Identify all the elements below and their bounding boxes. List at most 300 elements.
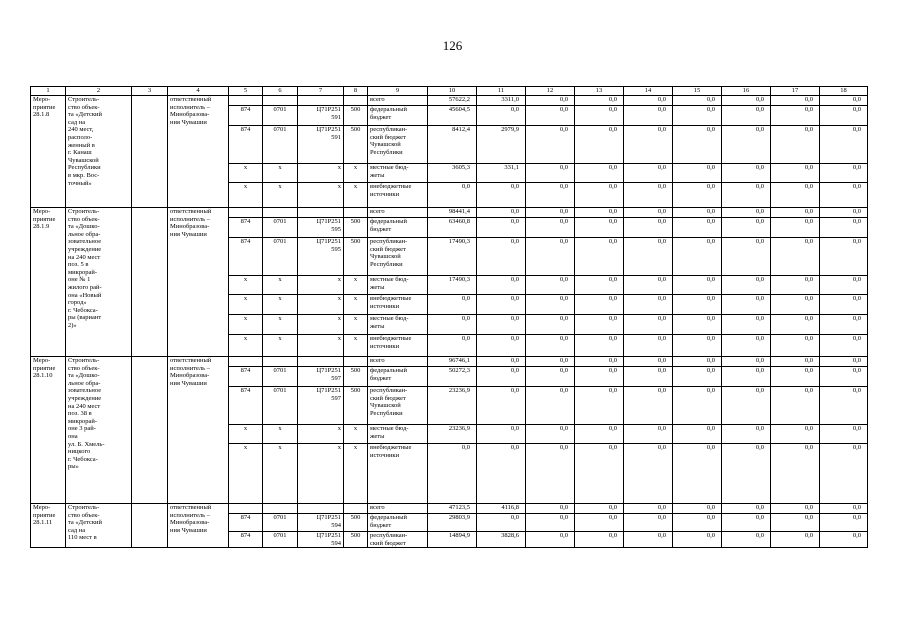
- code-col8-cell: [344, 208, 368, 218]
- value-col13-cell: 0,0: [575, 532, 624, 548]
- value-col10-cell: 63460,8: [428, 218, 477, 238]
- value-col13-cell: 0,0: [575, 335, 624, 357]
- value-col13-cell: 0,0: [575, 295, 624, 315]
- column-header-6: 6: [263, 87, 298, 96]
- value-col18-cell: 0,0: [820, 183, 868, 208]
- value-col15-cell: 0,0: [673, 532, 722, 548]
- code-col6-cell: x: [263, 444, 298, 504]
- value-col16-cell: 0,0: [722, 164, 771, 183]
- executor-cell: ответственный исполнитель – Минобразова- ния Чувашии: [168, 208, 229, 357]
- value-col12-cell: 0,0: [526, 238, 575, 276]
- value-col12-cell: 0,0: [526, 357, 575, 367]
- value-col15-cell: 0,0: [673, 164, 722, 183]
- value-col16-cell: 0,0: [722, 444, 771, 504]
- value-col10-cell: 8412,4: [428, 126, 477, 164]
- value-col12-cell: 0,0: [526, 315, 575, 335]
- column-header-11: 11: [477, 87, 526, 96]
- value-col12-cell: 0,0: [526, 367, 575, 387]
- executor-cell: ответственный исполнитель – Минобразова- ния Чувашии: [168, 96, 229, 208]
- value-col11-cell: 331,1: [477, 164, 526, 183]
- value-col10-cell: 57622,2: [428, 96, 477, 106]
- column-header-13: 13: [575, 87, 624, 96]
- funding-source-cell: всего: [368, 504, 428, 514]
- value-col18-cell: 0,0: [820, 504, 868, 514]
- value-col14-cell: 0,0: [624, 504, 673, 514]
- value-col10-cell: 98441,4: [428, 208, 477, 218]
- value-col16-cell: 0,0: [722, 315, 771, 335]
- value-col13-cell: 0,0: [575, 504, 624, 514]
- code-col5-cell: 874: [229, 532, 263, 548]
- value-col12-cell: 0,0: [526, 183, 575, 208]
- code-col6-cell: [263, 357, 298, 367]
- column-header-7: 7: [298, 87, 344, 96]
- code-col8-cell: x: [344, 444, 368, 504]
- value-col18-cell: 0,0: [820, 276, 868, 295]
- value-col17-cell: 0,0: [771, 357, 820, 367]
- funding-source-cell: внебюджетные источники: [368, 295, 428, 315]
- value-col17-cell: 0,0: [771, 238, 820, 276]
- code-col5-cell: x: [229, 164, 263, 183]
- code-col6-cell: [263, 504, 298, 514]
- value-col18-cell: 0,0: [820, 106, 868, 126]
- budget-table: [30, 86, 868, 548]
- value-col17-cell: 0,0: [771, 425, 820, 444]
- executor-cell: ответственный исполнитель – Минобразова- ния Чувашии: [168, 357, 229, 504]
- code-col7-cell: [298, 96, 344, 106]
- value-col14-cell: 0,0: [624, 126, 673, 164]
- code-col6-cell: 0701: [263, 367, 298, 387]
- code-col5-cell: x: [229, 425, 263, 444]
- value-col11-cell: 0,0: [477, 295, 526, 315]
- value-col14-cell: 0,0: [624, 335, 673, 357]
- value-col11-cell: 0,0: [477, 387, 526, 425]
- value-col11-cell: 0,0: [477, 367, 526, 387]
- value-col18-cell: 0,0: [820, 514, 868, 532]
- value-col11-cell: 0,0: [477, 315, 526, 335]
- code-col8-cell: 500: [344, 532, 368, 548]
- code-col6-cell: 0701: [263, 218, 298, 238]
- code-col5-cell: 874: [229, 387, 263, 425]
- code-col7-cell: x: [298, 315, 344, 335]
- code-col6-cell: [263, 96, 298, 106]
- value-col10-cell: 3605,3: [428, 164, 477, 183]
- value-col18-cell: 0,0: [820, 335, 868, 357]
- value-col18-cell: 0,0: [820, 164, 868, 183]
- value-col12-cell: 0,0: [526, 96, 575, 106]
- code-col7-cell: x: [298, 335, 344, 357]
- code-col6-cell: 0701: [263, 106, 298, 126]
- code-col8-cell: 500: [344, 387, 368, 425]
- value-col13-cell: 0,0: [575, 357, 624, 367]
- code-col7-cell: x: [298, 295, 344, 315]
- value-col10-cell: 0,0: [428, 183, 477, 208]
- value-col16-cell: 0,0: [722, 126, 771, 164]
- code-col7-cell: Ц71Р251 595: [298, 238, 344, 276]
- column-header-17: 17: [771, 87, 820, 96]
- value-col17-cell: 0,0: [771, 444, 820, 504]
- code-col5-cell: [229, 504, 263, 514]
- value-col15-cell: 0,0: [673, 106, 722, 126]
- value-col13-cell: 0,0: [575, 514, 624, 532]
- code-col5-cell: x: [229, 315, 263, 335]
- value-col15-cell: 0,0: [673, 504, 722, 514]
- page-number: 126: [442, 38, 463, 53]
- table-row: [31, 208, 868, 218]
- code-col5-cell: 874: [229, 126, 263, 164]
- value-col13-cell: 0,0: [575, 276, 624, 295]
- value-col13-cell: 0,0: [575, 106, 624, 126]
- value-col12-cell: 0,0: [526, 532, 575, 548]
- value-col10-cell: 45604,5: [428, 106, 477, 126]
- funding-source-cell: всего: [368, 96, 428, 106]
- code-col6-cell: x: [263, 335, 298, 357]
- value-col16-cell: 0,0: [722, 504, 771, 514]
- value-col16-cell: 0,0: [722, 183, 771, 208]
- code-col5-cell: x: [229, 335, 263, 357]
- column-header-9: 9: [368, 87, 428, 96]
- code-col8-cell: x: [344, 295, 368, 315]
- code-col8-cell: [344, 504, 368, 514]
- value-col17-cell: 0,0: [771, 126, 820, 164]
- code-col5-cell: [229, 96, 263, 106]
- value-col15-cell: 0,0: [673, 444, 722, 504]
- code-col6-cell: 0701: [263, 514, 298, 532]
- value-col18-cell: 0,0: [820, 387, 868, 425]
- funding-source-cell: внебюджетные источники: [368, 335, 428, 357]
- value-col14-cell: 0,0: [624, 208, 673, 218]
- funding-source-cell: федеральный бюджет: [368, 367, 428, 387]
- value-col14-cell: 0,0: [624, 357, 673, 367]
- code-col8-cell: x: [344, 315, 368, 335]
- code-col6-cell: x: [263, 295, 298, 315]
- value-col15-cell: 0,0: [673, 425, 722, 444]
- event-cell: Меро- приятие 28.1.11: [31, 504, 66, 548]
- value-col10-cell: 17490,3: [428, 276, 477, 295]
- value-col17-cell: 0,0: [771, 315, 820, 335]
- code-col5-cell: x: [229, 183, 263, 208]
- value-col12-cell: 0,0: [526, 218, 575, 238]
- value-col10-cell: 23236,9: [428, 387, 477, 425]
- code-col7-cell: Ц71Р251 597: [298, 387, 344, 425]
- value-col10-cell: 96746,1: [428, 357, 477, 367]
- value-col17-cell: 0,0: [771, 387, 820, 425]
- value-col18-cell: 0,0: [820, 444, 868, 504]
- funding-source-cell: всего: [368, 208, 428, 218]
- value-col11-cell: 3311,0: [477, 96, 526, 106]
- funding-source-cell: республикан- ский бюджет Чувашской Республики: [368, 126, 428, 164]
- funding-source-cell: республикан- ский бюджет: [368, 532, 428, 548]
- code-col7-cell: x: [298, 276, 344, 295]
- value-col18-cell: 0,0: [820, 367, 868, 387]
- code-col6-cell: x: [263, 425, 298, 444]
- column-header-1: 1: [31, 87, 66, 96]
- value-col17-cell: 0,0: [771, 514, 820, 532]
- funding-source-cell: местные бюд- жеты: [368, 315, 428, 335]
- value-col17-cell: 0,0: [771, 295, 820, 315]
- value-col16-cell: 0,0: [722, 532, 771, 548]
- code-col5-cell: x: [229, 276, 263, 295]
- object-cell: Строитель- ство объек- та «Детский сад на 240 мест, располо- женный в г. Канаш Чувашской Республики в мкр. Вос- точный»: [66, 96, 132, 208]
- value-col15-cell: 0,0: [673, 238, 722, 276]
- value-col15-cell: 0,0: [673, 96, 722, 106]
- code-col5-cell: [229, 357, 263, 367]
- value-col14-cell: 0,0: [624, 295, 673, 315]
- value-col10-cell: 17490,3: [428, 238, 477, 276]
- event-cell: Меро- приятие 28.1.10: [31, 357, 66, 504]
- code-col6-cell: x: [263, 183, 298, 208]
- column-header-18: 18: [820, 87, 868, 96]
- code-col8-cell: x: [344, 335, 368, 357]
- code-col7-cell: Ц71Р251 595: [298, 218, 344, 238]
- value-col11-cell: 0,0: [477, 218, 526, 238]
- value-col11-cell: 0,0: [477, 335, 526, 357]
- object-cell: Строитель- ство объек- та «Дошко- льное обра- зовательное учреждение на 240 мест поз. 5 в микрорай- оне № 1 жилого рай- она «Новый город» г. Чебокса- ры (вариант 2)»: [66, 208, 132, 357]
- value-col17-cell: 0,0: [771, 504, 820, 514]
- value-col16-cell: 0,0: [722, 208, 771, 218]
- code-col5-cell: [229, 208, 263, 218]
- column-header-2: 2: [66, 87, 132, 96]
- value-col11-cell: 0,0: [477, 514, 526, 532]
- value-col18-cell: 0,0: [820, 357, 868, 367]
- code-col6-cell: [263, 208, 298, 218]
- value-col11-cell: 0,0: [477, 183, 526, 208]
- value-col12-cell: 0,0: [526, 276, 575, 295]
- value-col14-cell: 0,0: [624, 532, 673, 548]
- code-col8-cell: x: [344, 425, 368, 444]
- code-col8-cell: 500: [344, 238, 368, 276]
- code-col8-cell: 500: [344, 514, 368, 532]
- value-col13-cell: 0,0: [575, 218, 624, 238]
- code-col7-cell: Ц71Р251 597: [298, 367, 344, 387]
- code-col6-cell: 0701: [263, 126, 298, 164]
- code-col5-cell: x: [229, 444, 263, 504]
- header-row: [31, 87, 868, 96]
- code-col5-cell: 874: [229, 218, 263, 238]
- value-col10-cell: 14894,9: [428, 532, 477, 548]
- code-col7-cell: x: [298, 183, 344, 208]
- funding-source-cell: федеральный бюджет: [368, 218, 428, 238]
- value-col14-cell: 0,0: [624, 387, 673, 425]
- value-col12-cell: 0,0: [526, 425, 575, 444]
- value-col14-cell: 0,0: [624, 315, 673, 335]
- value-col11-cell: 4116,8: [477, 504, 526, 514]
- value-col17-cell: 0,0: [771, 164, 820, 183]
- table-row: [31, 357, 868, 367]
- value-col16-cell: 0,0: [722, 96, 771, 106]
- executor-cell: ответственный исполнитель – Минобразова- ния Чувашии: [168, 504, 229, 548]
- code-col8-cell: 500: [344, 106, 368, 126]
- value-col10-cell: 47123,5: [428, 504, 477, 514]
- value-col18-cell: 0,0: [820, 532, 868, 548]
- value-col12-cell: 0,0: [526, 444, 575, 504]
- code-col5-cell: 874: [229, 367, 263, 387]
- value-col14-cell: 0,0: [624, 96, 673, 106]
- code-col8-cell: x: [344, 276, 368, 295]
- funding-source-cell: всего: [368, 357, 428, 367]
- funding-source-cell: республикан- ский бюджет Чувашской Республики: [368, 238, 428, 276]
- value-col15-cell: 0,0: [673, 208, 722, 218]
- value-col17-cell: 0,0: [771, 183, 820, 208]
- value-col18-cell: 0,0: [820, 208, 868, 218]
- value-col11-cell: 0,0: [477, 106, 526, 126]
- value-col10-cell: 23236,9: [428, 425, 477, 444]
- funding-source-cell: внебюджетные источники: [368, 444, 428, 504]
- column-header-3: 3: [132, 87, 168, 96]
- code-col8-cell: x: [344, 183, 368, 208]
- value-col13-cell: 0,0: [575, 387, 624, 425]
- value-col14-cell: 0,0: [624, 514, 673, 532]
- value-col10-cell: 0,0: [428, 335, 477, 357]
- value-col13-cell: 0,0: [575, 164, 624, 183]
- funding-source-cell: внебюджетные источники: [368, 183, 428, 208]
- value-col11-cell: 0,0: [477, 238, 526, 276]
- code-col5-cell: 874: [229, 514, 263, 532]
- value-col11-cell: 0,0: [477, 357, 526, 367]
- value-col12-cell: 0,0: [526, 208, 575, 218]
- value-col11-cell: 0,0: [477, 276, 526, 295]
- value-col17-cell: 0,0: [771, 276, 820, 295]
- value-col16-cell: 0,0: [722, 425, 771, 444]
- value-col17-cell: 0,0: [771, 532, 820, 548]
- code-col6-cell: x: [263, 164, 298, 183]
- value-col14-cell: 0,0: [624, 367, 673, 387]
- value-col13-cell: 0,0: [575, 208, 624, 218]
- value-col12-cell: 0,0: [526, 335, 575, 357]
- value-col16-cell: 0,0: [722, 387, 771, 425]
- value-col15-cell: 0,0: [673, 295, 722, 315]
- code-col7-cell: [298, 504, 344, 514]
- code-col7-cell: x: [298, 444, 344, 504]
- value-col14-cell: 0,0: [624, 218, 673, 238]
- value-col18-cell: 0,0: [820, 315, 868, 335]
- value-col13-cell: 0,0: [575, 367, 624, 387]
- code-col6-cell: 0701: [263, 238, 298, 276]
- value-col18-cell: 0,0: [820, 238, 868, 276]
- value-col16-cell: 0,0: [722, 218, 771, 238]
- value-col18-cell: 0,0: [820, 295, 868, 315]
- code-col5-cell: 874: [229, 238, 263, 276]
- value-col10-cell: 0,0: [428, 444, 477, 504]
- value-col15-cell: 0,0: [673, 218, 722, 238]
- value-col15-cell: 0,0: [673, 367, 722, 387]
- table-body: [31, 96, 868, 548]
- code-col6-cell: x: [263, 315, 298, 335]
- value-col15-cell: 0,0: [673, 276, 722, 295]
- value-col12-cell: 0,0: [526, 387, 575, 425]
- value-col14-cell: 0,0: [624, 164, 673, 183]
- table-row: [31, 96, 868, 106]
- value-col15-cell: 0,0: [673, 126, 722, 164]
- code-col7-cell: Ц71Р251 594: [298, 532, 344, 548]
- value-col15-cell: 0,0: [673, 514, 722, 532]
- column-header-8: 8: [344, 87, 368, 96]
- value-col15-cell: 0,0: [673, 357, 722, 367]
- value-col17-cell: 0,0: [771, 335, 820, 357]
- table-header: [31, 87, 868, 96]
- code-col8-cell: [344, 357, 368, 367]
- value-col16-cell: 0,0: [722, 295, 771, 315]
- value-col12-cell: 0,0: [526, 514, 575, 532]
- value-col12-cell: 0,0: [526, 126, 575, 164]
- value-col17-cell: 0,0: [771, 208, 820, 218]
- value-col17-cell: 0,0: [771, 367, 820, 387]
- value-col13-cell: 0,0: [575, 96, 624, 106]
- value-col12-cell: 0,0: [526, 295, 575, 315]
- value-col12-cell: 0,0: [526, 164, 575, 183]
- column-header-5: 5: [229, 87, 263, 96]
- funding-source-cell: федеральный бюджет: [368, 514, 428, 532]
- value-col14-cell: 0,0: [624, 444, 673, 504]
- event-cell: Меро- приятие 28.1.8: [31, 96, 66, 208]
- code-col7-cell: [298, 208, 344, 218]
- value-col11-cell: 0,0: [477, 208, 526, 218]
- value-col15-cell: 0,0: [673, 387, 722, 425]
- code-col5-cell: x: [229, 295, 263, 315]
- value-col15-cell: 0,0: [673, 335, 722, 357]
- code-col8-cell: [344, 96, 368, 106]
- value-col16-cell: 0,0: [722, 514, 771, 532]
- value-col11-cell: 2979,9: [477, 126, 526, 164]
- code-col7-cell: Ц71Р251 594: [298, 514, 344, 532]
- code-col7-cell: x: [298, 164, 344, 183]
- value-col14-cell: 0,0: [624, 183, 673, 208]
- value-col17-cell: 0,0: [771, 218, 820, 238]
- column-header-16: 16: [722, 87, 771, 96]
- col3-cell: [132, 504, 168, 548]
- code-col6-cell: x: [263, 276, 298, 295]
- col3-cell: [132, 357, 168, 504]
- value-col16-cell: 0,0: [722, 335, 771, 357]
- funding-source-cell: местные бюд- жеты: [368, 425, 428, 444]
- value-col14-cell: 0,0: [624, 276, 673, 295]
- value-col11-cell: 3828,6: [477, 532, 526, 548]
- value-col16-cell: 0,0: [722, 106, 771, 126]
- code-col7-cell: Ц71Р251 591: [298, 106, 344, 126]
- code-col7-cell: x: [298, 425, 344, 444]
- value-col12-cell: 0,0: [526, 106, 575, 126]
- value-col13-cell: 0,0: [575, 444, 624, 504]
- code-col8-cell: 500: [344, 126, 368, 164]
- column-header-4: 4: [168, 87, 229, 96]
- value-col16-cell: 0,0: [722, 238, 771, 276]
- value-col11-cell: 0,0: [477, 444, 526, 504]
- column-header-14: 14: [624, 87, 673, 96]
- value-col14-cell: 0,0: [624, 425, 673, 444]
- value-col11-cell: 0,0: [477, 425, 526, 444]
- value-col10-cell: 0,0: [428, 295, 477, 315]
- code-col7-cell: [298, 357, 344, 367]
- value-col14-cell: 0,0: [624, 238, 673, 276]
- value-col13-cell: 0,0: [575, 425, 624, 444]
- code-col6-cell: 0701: [263, 532, 298, 548]
- column-header-15: 15: [673, 87, 722, 96]
- code-col6-cell: 0701: [263, 387, 298, 425]
- value-col13-cell: 0,0: [575, 126, 624, 164]
- funding-source-cell: местные бюд- жеты: [368, 164, 428, 183]
- value-col18-cell: 0,0: [820, 126, 868, 164]
- value-col18-cell: 0,0: [820, 425, 868, 444]
- funding-source-cell: местные бюд- жеты: [368, 276, 428, 295]
- table-row: [31, 504, 868, 514]
- budget-table-wrapper: [30, 86, 867, 548]
- value-col10-cell: 0,0: [428, 315, 477, 335]
- value-col12-cell: 0,0: [526, 504, 575, 514]
- value-col17-cell: 0,0: [771, 106, 820, 126]
- value-col13-cell: 0,0: [575, 183, 624, 208]
- code-col8-cell: x: [344, 164, 368, 183]
- value-col10-cell: 50272,3: [428, 367, 477, 387]
- value-col16-cell: 0,0: [722, 276, 771, 295]
